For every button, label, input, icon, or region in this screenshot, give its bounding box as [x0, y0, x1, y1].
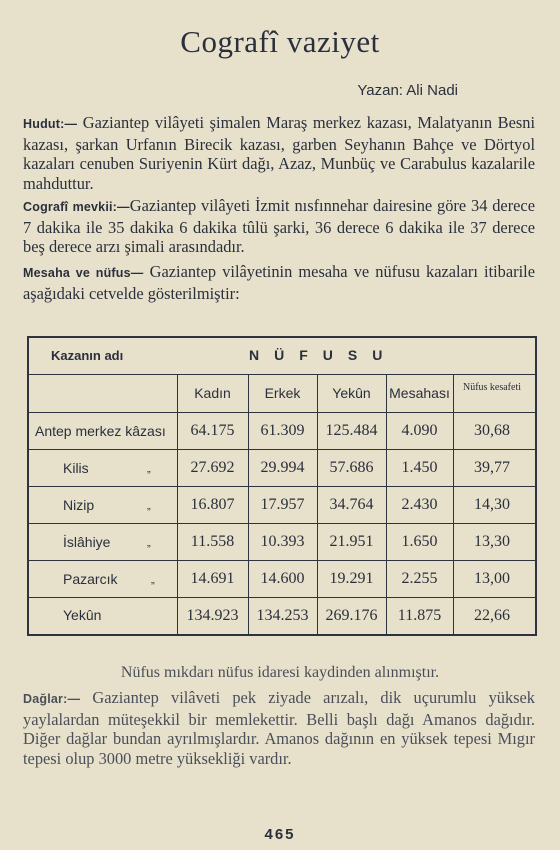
table-cell: 134.253 [256, 607, 309, 624]
hudut-text: Gaziantep vilâyeti şimalen Maraş merkez kazası, Malatyanın Besni kazası, şarkan Urfanın Birecik kazası, garben Seyhanın Bahçe ve Dörtyol kazaları cenuben Suriyenin Kürt dağı, Azaz, Munbüç ve Carabulus kazalarile mahduttur. [23, 113, 535, 193]
hudut-label: Hudut:— [23, 117, 78, 131]
column-header-mesaha: Mesahası [389, 385, 450, 401]
table-cell: 13,30 [474, 533, 510, 550]
daglar-text: Gaziantep vilâveti pek ziyade arızalı, dik uçurumlu yüksek yaylalardan müteşekkil bir memlekettir. Belli başlı dağı Amanos dağıdır. Diğer dağlar bundan ayrılmışlardır. Amanos dağının en yüksek tepesi Mıgır tepesi olup 3000 metre yüksekliği vardır. [23, 688, 535, 768]
paragraph-daglar [23, 688, 535, 768]
table-cell: 21.951 [329, 533, 374, 550]
table-cell-name: İslâhiye [63, 534, 111, 550]
mesaha-label: Mesaha ve nüfus— [23, 266, 144, 280]
table-cell-name: Nizip [63, 497, 95, 513]
ditto-mark: „ [147, 537, 151, 549]
table-cell: 14,30 [474, 496, 510, 513]
header-kaza: Kazanın adı [51, 348, 124, 363]
mevki-label: Cografî mevkii:— [23, 200, 130, 214]
table-cell: 10.393 [260, 533, 305, 550]
table-cell: 22,66 [474, 607, 510, 624]
column-header-kadin: Kadın [194, 385, 231, 401]
author-line: Yazan: Ali Nadi [357, 82, 458, 99]
table-cell: 2.255 [401, 570, 438, 587]
source-note: Nüfus mıkdarı nüfus idaresi kaydinden alınmıştır. [120, 664, 440, 681]
ditto-mark: „ [147, 500, 151, 512]
table-cell: 14.691 [190, 570, 235, 587]
table-cell: 17.957 [260, 496, 305, 513]
table-cell: 57.686 [329, 459, 374, 476]
paragraph-mevki [23, 196, 535, 257]
table-divider [453, 374, 454, 634]
ditto-mark: „ [151, 574, 155, 586]
table-cell: 1.450 [401, 459, 438, 476]
table-cell-name: Antep merkez kâzası [35, 423, 166, 439]
column-header-yekun: Yekûn [332, 385, 371, 401]
page-number: 465 [264, 826, 296, 843]
table-cell: 34.764 [329, 496, 374, 513]
table-cell: 61.309 [260, 422, 305, 439]
table-cell-name: Kilis [63, 460, 89, 476]
header-nufus: NÜFUSU [249, 347, 398, 363]
daglar-label: Dağlar:— [23, 692, 81, 706]
table-cell: 16.807 [190, 496, 235, 513]
table-cell: 27.692 [190, 459, 235, 476]
table-cell: 134.923 [186, 607, 239, 624]
table-cell: 11.558 [190, 533, 235, 550]
table-cell: 1.650 [401, 533, 438, 550]
mesaha-text: Gaziantep vilâyetinin mesaha ve nüfusu kazaları itibarile aşağıdaki cetvelde gösterilmiştir: [23, 262, 535, 303]
column-header-erkek: Erkek [264, 385, 301, 401]
paragraph-hudut [23, 113, 535, 193]
table-cell: 13,00 [474, 570, 510, 587]
table-cell: 11.875 [397, 607, 442, 624]
table-cell: 64.175 [190, 422, 235, 439]
table-cell: 19.291 [329, 570, 374, 587]
population-table [27, 336, 537, 636]
table-header-row [29, 338, 535, 375]
paragraph-mesaha [23, 262, 535, 303]
table-cell: 30,68 [474, 422, 510, 439]
mevki-text: Gaziantep vilâyeti İzmit nısfınnehar dairesine göre 34 derece 7 dakika ile 35 dakika 6 dakika tûlü şarki, 36 derece 6 dakika ile 37 derece beş derece arzı şimali arasındadır. [23, 196, 535, 256]
page-title: Cografî vaziyet [180, 24, 380, 59]
table-cell-name: Yekûn [63, 607, 102, 623]
column-header-kesafet: Nüfus kesafeti [462, 382, 522, 393]
ditto-mark: „ [147, 463, 151, 475]
table-cell: 2.430 [401, 496, 438, 513]
table-cell: 39,77 [474, 459, 510, 476]
table-cell-name: Pazarcık [63, 571, 118, 587]
table-cell: 125.484 [325, 422, 378, 439]
table-cell: 14.600 [260, 570, 305, 587]
table-cell: 29.994 [260, 459, 305, 476]
table-cell: 4.090 [401, 422, 438, 439]
table-cell: 269.176 [325, 607, 378, 624]
